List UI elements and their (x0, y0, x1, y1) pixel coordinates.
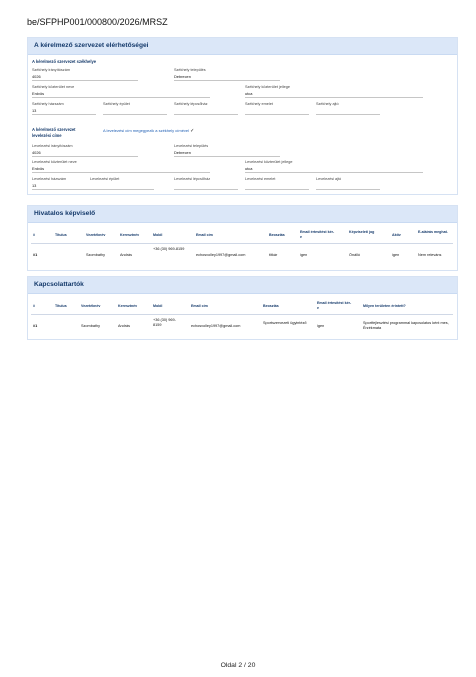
contacts-title: Kapcsolattartók (28, 277, 457, 294)
rep-row-mobile: +36 (30) 969-8159 (153, 247, 185, 251)
contacts-section (27, 276, 458, 340)
con-col-num: # (33, 304, 35, 308)
mail-house-value: 13 (32, 183, 37, 188)
rep-row-firstname: András (120, 253, 133, 257)
mail-building-label: Levelezési épület (90, 177, 120, 181)
rep-col-mobile: Mobil (153, 233, 163, 237)
seat-city-value: Debrecen (174, 74, 191, 79)
con-row-lastname: Szombathy (81, 324, 100, 328)
mail-same-note (103, 128, 194, 134)
con-row-email: echosvolley1997@gmail.com (191, 324, 241, 328)
rep-row-email: echosvolley1997@gmail.com (196, 253, 246, 257)
mail-pubspace-value: Erdvös (32, 166, 45, 171)
seat-pubtype-value: utca (245, 91, 253, 96)
con-row-firstname: András (118, 324, 131, 328)
con-col-email: Email cím (191, 304, 208, 308)
mail-floor-label: Levelezési emelet (245, 177, 276, 181)
seat-pubtype-label: Székhely közterület jellege (245, 85, 290, 89)
seat-floor-label: Székhely emelet (245, 102, 273, 106)
seat-stair-label: Székhely lépcsőház (174, 102, 208, 106)
rep-col-firstname: Keresztnév (120, 233, 140, 237)
rep-col-esign: E-aláírás meghat. (418, 230, 448, 234)
rep-row-num: #1 (33, 253, 38, 257)
seat-house-value: 13 (32, 108, 37, 113)
con-col-position: Beosztás (263, 304, 279, 308)
seat-subtitle: A kérelmező szervezet székhelye (32, 59, 97, 64)
rep-row-esign: Nem releváns (418, 253, 442, 257)
rep-col-lastname: Vezetéknév (86, 233, 106, 237)
rep-row-position: titkár (269, 253, 278, 257)
con-row-area: Sportfejlesztési programmal kapcsolatos ként mes, Érzékmata (363, 321, 449, 331)
seat-pubspace-value: Erdvös (32, 91, 45, 96)
con-row-mobile: +36 (30) 969-8159 (153, 318, 176, 328)
check-icon: ✓ (190, 128, 195, 134)
seat-city-label: Székhely település (174, 68, 206, 72)
rep-col-rights: Képviseleti jog (349, 230, 375, 234)
con-col-area: Milyen területen érintett? (363, 304, 406, 308)
mail-house-label: Levelezési házszám (32, 177, 67, 181)
rep-col-position: Beosztás (269, 233, 285, 237)
seat-zip-label: Székhely irányítószám (32, 68, 70, 72)
mail-zip-value: 4026 (32, 150, 41, 155)
section-title: A kérelmező szervezet elérhetőségei (28, 38, 457, 55)
rep-col-notify: Email értesítést kér-e (300, 230, 335, 239)
mail-city-label: Levelezési település (174, 144, 209, 148)
mail-city-value: Debrecen (174, 150, 191, 155)
rep-col-titulus: Titulus (55, 233, 67, 237)
mail-pubtype-value: utca (245, 166, 253, 171)
mail-stair-label: Levelezési lépcsőház (174, 177, 211, 181)
document-id: be/SFPHP001/000800/2026/MRSZ (27, 17, 168, 27)
seat-zip-value: 4026 (32, 74, 41, 79)
representative-title: Hivatalos képviselő (28, 206, 457, 223)
seat-door-label: Székhely ajtó (316, 102, 339, 106)
con-col-titulus: Titulus (55, 304, 67, 308)
con-row-num: #1 (33, 324, 38, 328)
representative-section (27, 205, 458, 271)
mail-same-note-text: A levelezési cím megegyezik a székhely címével (103, 128, 190, 133)
con-col-lastname: Vezetéknév (81, 304, 101, 308)
rep-row-notify: igen (300, 253, 308, 257)
seat-pubspace-label: Székhely közterület neve (32, 85, 75, 89)
rep-row-rights: Önálló (349, 253, 360, 257)
con-col-firstname: Keresztnév (118, 304, 138, 308)
rep-col-active: Aktív (392, 233, 401, 237)
con-row-notify: igen (317, 324, 325, 328)
rep-col-email: Email cím (196, 233, 213, 237)
seat-house-label: Székhely házszám (32, 102, 64, 106)
con-row-position: Sportszervezeti ügyintéző (263, 321, 307, 325)
page-number: Oldal 2 / 20 (220, 662, 256, 669)
con-col-mobile: Mobil (153, 304, 163, 308)
mail-zip-label: Levelezési irányítószám (32, 144, 73, 148)
rep-row-lastname: Szombathy (86, 253, 105, 257)
mail-subtitle-1: A kérelmező szervezet (32, 127, 76, 132)
mail-pubspace-label: Levelezési közterület neve (32, 160, 77, 164)
rep-row-active: igen (392, 253, 400, 257)
con-col-notify: Email értesítést kér-e (317, 301, 352, 310)
mail-pubtype-label: Levelezési közterület jellege (245, 160, 293, 164)
mail-subtitle-2: levelezési címe (32, 133, 62, 138)
rep-col-num: # (33, 233, 35, 237)
contact-section (27, 37, 458, 195)
mail-door-label: Levelezési ajtó (316, 177, 342, 181)
seat-building-label: Székhely épület (103, 102, 130, 106)
